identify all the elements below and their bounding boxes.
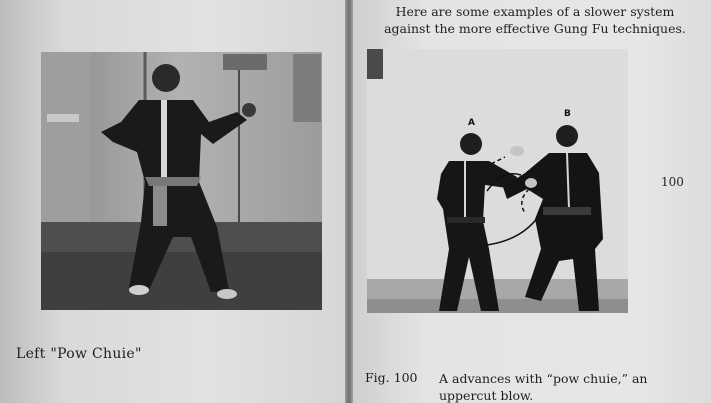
- figure-label: Fig. 100: [365, 370, 418, 385]
- left-page: [0, 0, 345, 403]
- left-caption: Left "Pow Chuie": [16, 346, 142, 362]
- intro-text: [365, 3, 705, 37]
- intro-line-2: against the more effective Gung Fu techniques.: [384, 21, 686, 36]
- page-number: 100: [661, 175, 684, 189]
- figure-caption: [439, 370, 699, 404]
- figure-caption-line-2: uppercut blow.: [439, 388, 534, 403]
- intro-line-1: Here are some examples of a slower system: [395, 4, 675, 19]
- right-photo: [367, 49, 628, 313]
- left-photo: [41, 52, 322, 310]
- label-b: B: [564, 109, 571, 119]
- figure-caption-line-1: A advances with “pow chuie,” an: [439, 371, 648, 386]
- right-page: [353, 0, 711, 403]
- book-gutter: [345, 0, 353, 403]
- label-a: A: [468, 118, 475, 128]
